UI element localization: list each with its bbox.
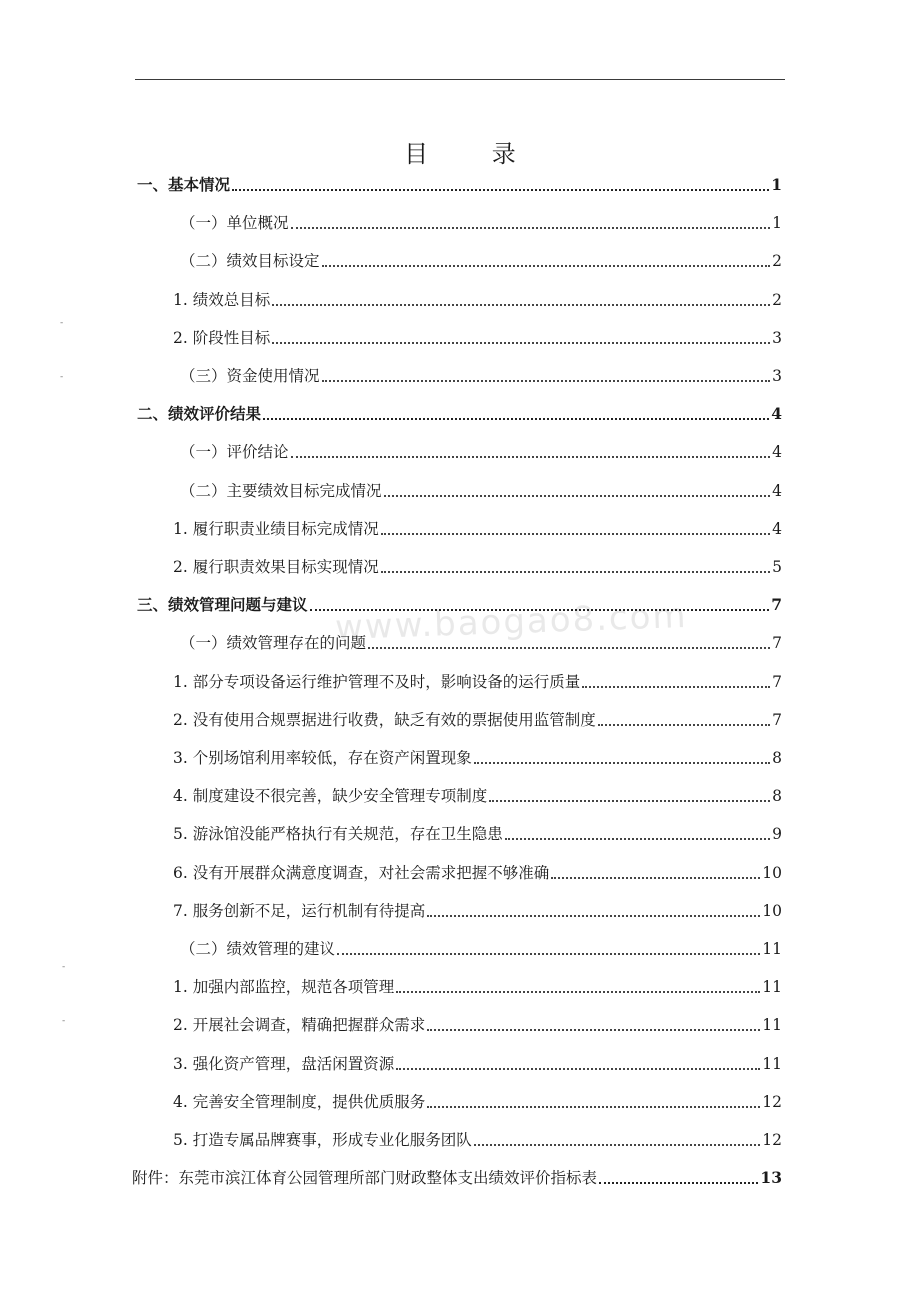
toc-entry-page: 7 [772,634,782,652]
toc-entry-label: 二、绩效评价结果 [137,404,262,423]
toc-leader [337,953,760,955]
scan-mark: - [60,372,64,382]
toc-leader [263,418,769,420]
toc-leader [368,647,770,649]
toc-entry[interactable] [180,209,782,233]
toc-entry-label: 6. 没有开展群众满意度调查，对社会需求把握不够准确 [173,864,550,882]
toc-entry[interactable] [173,782,782,806]
toc-entry[interactable] [173,286,782,310]
toc-entry[interactable] [132,1164,782,1188]
toc-leader [381,571,770,573]
toc-entry-page: 9 [772,825,782,843]
toc-entry-page: 2 [772,291,782,309]
toc-leader [427,915,760,917]
toc-entry[interactable] [173,553,782,577]
toc-entry-page: 13 [760,1168,782,1187]
toc-leader [381,533,770,535]
toc-entry-page: 7 [771,595,782,614]
toc-entry[interactable] [173,1050,782,1074]
toc-entry[interactable] [180,247,782,271]
toc-entry[interactable] [180,629,782,653]
toc-entry-label: 5. 打造专属品牌赛事，形成专业化服务团队 [173,1131,472,1149]
toc-leader [505,838,770,840]
toc-leader [384,495,771,497]
toc-entry[interactable] [137,400,782,424]
toc-entry-label: 7. 服务创新不足，运行机制有待提高 [173,902,426,920]
toc-entry-label: 4. 完善安全管理制度，提供优质服务 [173,1093,426,1111]
toc-entry[interactable] [137,591,782,615]
toc-entry-page: 2 [772,252,782,270]
toc-entry-label: （二）主要绩效目标完成情况 [180,482,382,500]
toc-entry-page: 3 [772,329,782,347]
scan-mark: - [62,1016,66,1026]
toc-leader [551,877,760,879]
toc-entry-label: 三、绩效管理问题与建议 [137,595,308,614]
toc-entry-page: 10 [762,902,782,920]
scan-mark: - [60,318,64,328]
toc-leader [291,227,771,229]
toc-entry-label: 5. 游泳馆没能严格执行有关规范，存在卫生隐患 [173,825,503,843]
page-title: 目 录 [404,140,544,169]
toc-leader [291,456,771,458]
toc-entry[interactable] [173,1088,782,1112]
toc-entry-label: 2. 开展社会调查，精确把握群众需求 [173,1016,426,1034]
toc-leader [310,609,770,611]
toc-entry[interactable] [173,1011,782,1035]
toc-entry-label: （一）绩效管理存在的问题 [180,634,367,652]
toc-entry-label: 2. 阶段性目标 [173,329,271,347]
toc-leader [598,724,770,726]
toc-leader [474,1144,761,1146]
toc-entry-page: 11 [762,1016,782,1034]
toc-leader [272,342,770,344]
toc-entry-page: 1 [771,175,782,194]
toc-entry-page: 11 [762,978,782,996]
toc-entry[interactable] [173,859,782,883]
toc-entry-label: （二）绩效管理的建议 [180,940,336,958]
toc-entry[interactable] [173,1126,782,1150]
toc-entry-label: 一、基本情况 [137,175,231,194]
toc-leader [322,265,771,267]
toc-leader [232,189,769,191]
toc-entry-label: 附件：东莞市滨江体育公园管理所部门财政整体支出绩效评价指标表 [132,1169,598,1187]
toc-entry-page: 11 [762,1055,782,1073]
toc-entry-page: 8 [772,787,782,805]
toc-leader [427,1106,760,1108]
toc-entry[interactable] [173,820,782,844]
toc-entry[interactable] [173,668,782,692]
toc-entry-page: 10 [762,864,782,882]
toc-entry-label: （一）评价结论 [180,443,289,461]
toc-entry-page: 4 [772,520,782,538]
toc-entry[interactable] [180,935,782,959]
toc-entry[interactable] [173,324,782,348]
toc-entry-page: 7 [772,673,782,691]
toc-entry[interactable] [173,744,782,768]
toc-entry-label: 1. 履行职责业绩目标完成情况 [173,520,379,538]
toc-entry-page: 4 [772,482,782,500]
toc-entry[interactable] [180,438,782,462]
toc-leader [322,380,771,382]
watermark-text: www.baogao8.com [334,595,689,649]
toc-entry[interactable] [180,362,782,386]
toc-entry-label: （一）单位概况 [180,214,289,232]
toc-entry[interactable] [173,706,782,730]
toc-entry-label: （三）资金使用情况 [180,367,320,385]
toc-entry-label: （二）绩效目标设定 [180,252,320,270]
toc-entry-page: 4 [772,443,782,461]
toc-leader [427,1029,760,1031]
toc-leader [396,1068,760,1070]
toc-leader [582,686,770,688]
toc-leader [489,800,770,802]
toc-leader [599,1182,758,1184]
toc-entry-page: 12 [762,1093,782,1111]
toc-entry-label: 4. 制度建设不很完善，缺少安全管理专项制度 [173,787,488,805]
toc-entry-label: 2. 没有使用合规票据进行收费，缺乏有效的票据使用监管制度 [173,711,596,729]
toc-entry-label: 3. 强化资产管理，盘活闲置资源 [173,1055,395,1073]
toc-entry-page: 7 [772,711,782,729]
toc-entry-label: 1. 绩效总目标 [173,291,271,309]
toc-entry-page: 5 [772,558,782,576]
toc-entry-label: 3. 个别场馆利用率较低，存在资产闲置现象 [173,749,472,767]
toc-entry-label: 2. 履行职责效果目标实现情况 [173,558,379,576]
toc-entry-page: 11 [762,940,782,958]
toc-leader [272,304,770,306]
toc-entry-page: 3 [772,367,782,385]
toc-entry[interactable] [173,897,782,921]
toc-entry[interactable] [173,515,782,539]
toc-leader [474,762,770,764]
scan-mark: - [62,962,66,972]
toc-entry-label: 1. 加强内部监控，规范各项管理 [173,978,395,996]
toc-entry[interactable] [173,973,782,997]
toc-entry[interactable] [180,477,782,501]
toc-entry-page: 12 [762,1131,782,1149]
toc-entry[interactable] [137,171,782,195]
toc-leader [396,991,760,993]
toc-entry-page: 4 [771,404,782,423]
toc-entry-page: 1 [772,214,782,232]
toc-entry-label: 1. 部分专项设备运行维护管理不及时，影响设备的运行质量 [173,673,581,691]
toc-entry-page: 8 [772,749,782,767]
